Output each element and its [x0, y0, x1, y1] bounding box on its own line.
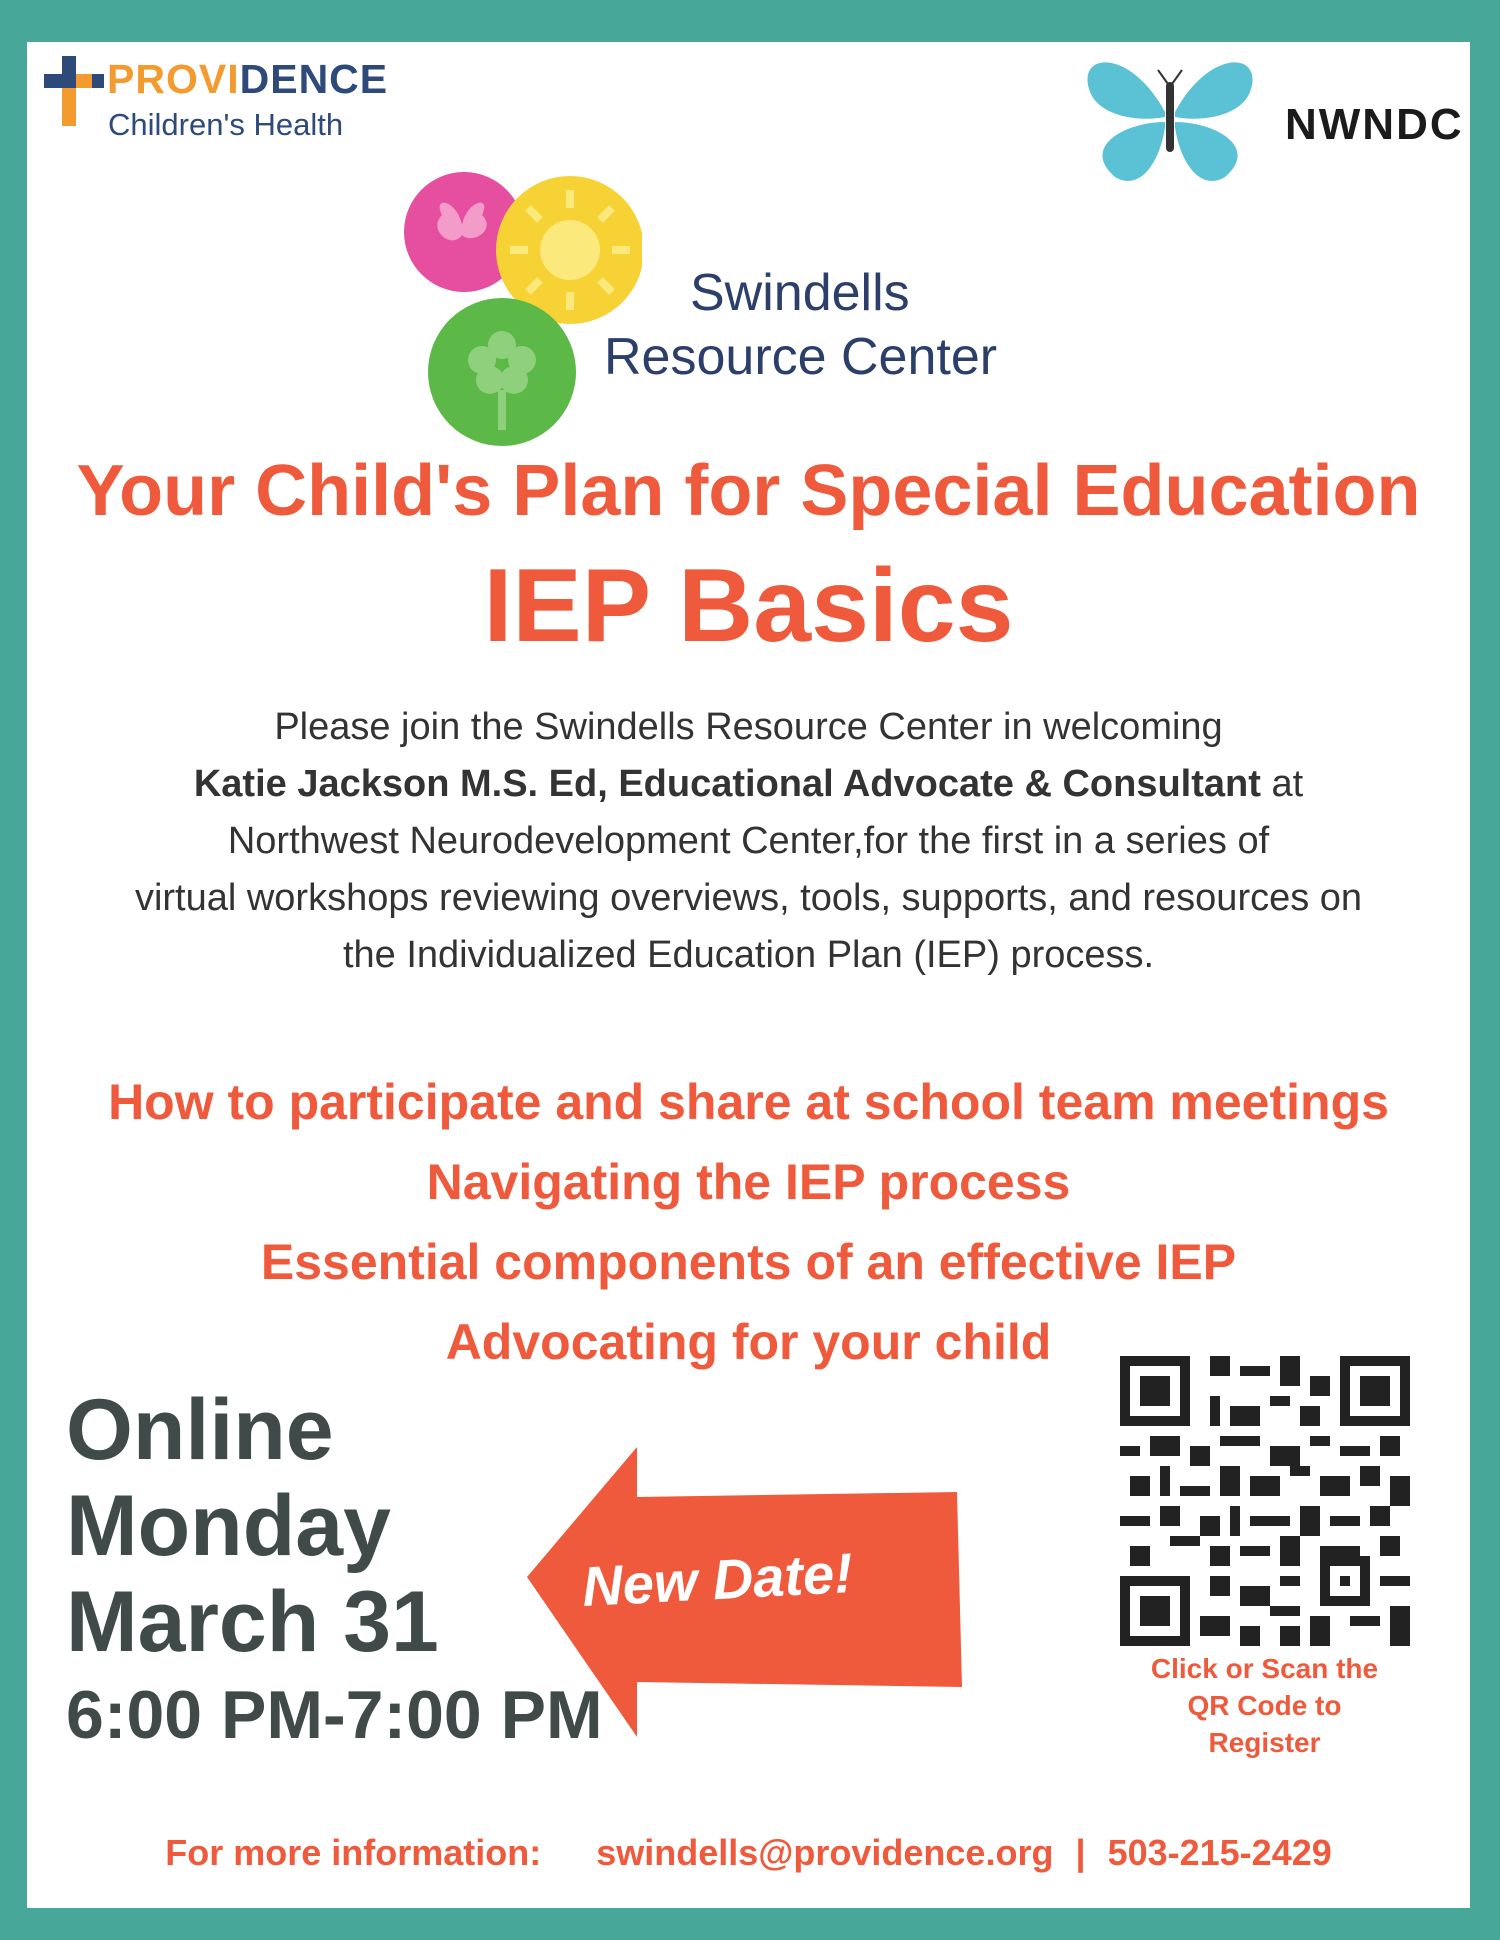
- page-subtitle: IEP Basics: [483, 548, 1014, 664]
- topic-item: Essential components of an effective IEP: [260, 1234, 1237, 1290]
- swindells-logo: [402, 160, 1062, 450]
- intro-paragraph: Please join the Swindells Resource Center in welcoming Katie Jackson M.S. Ed, Educational Advocate & Consultant at Northwest Neurodevelopment Center,for the first in a series of virtual workshops reviewing overviews, tools, supports, and resources on the Individualized Education Plan (IEP) process.: [134, 706, 1363, 976]
- footer-label: For more information:: [165, 1832, 542, 1873]
- providence-name: PROVIDENCE: [107, 56, 389, 102]
- topic-item: Navigating the IEP process: [426, 1154, 1071, 1210]
- email-link[interactable]: swindells@providence.org: [596, 1832, 1054, 1873]
- providence-cross-icon: [44, 56, 104, 126]
- nwndc-logo: [1070, 42, 1470, 192]
- event-mode: Online: [66, 1382, 334, 1478]
- event-time: 6:00 PM-7:00 PM: [66, 1677, 603, 1753]
- qr-caption: Click or Scan the QR Code to Register: [1150, 1653, 1379, 1758]
- flyer-page: [27, 42, 1470, 1908]
- event-date: March 31: [66, 1574, 439, 1670]
- topic-item: How to participate and share at school team meetings: [108, 1074, 1389, 1130]
- nwndc-name: NWNDC: [1285, 100, 1464, 149]
- providence-subtitle: Children's Health: [108, 107, 344, 142]
- swindells-name: Swindells Resource Center: [604, 264, 998, 386]
- phone-link[interactable]: 503-215-2429: [1107, 1832, 1332, 1873]
- speaker-name: Katie Jackson M.S. Ed, Educational Advocate & Consultant: [193, 763, 1261, 805]
- providence-logo: [44, 50, 464, 140]
- footer-contact: [27, 1832, 1470, 1874]
- butterfly-icon: [1070, 42, 1270, 192]
- footer-separator: |: [1075, 1832, 1086, 1873]
- register-qr-code[interactable]: [1120, 1356, 1410, 1646]
- page-title: Your Child's Plan for Special Education: [76, 451, 1421, 531]
- topic-item: Advocating for your child: [445, 1314, 1052, 1370]
- event-details: [66, 1382, 603, 1760]
- new-date-badge: New Date!: [580, 1540, 855, 1619]
- topic-list: [27, 1062, 1470, 1382]
- event-day: Monday: [66, 1478, 391, 1574]
